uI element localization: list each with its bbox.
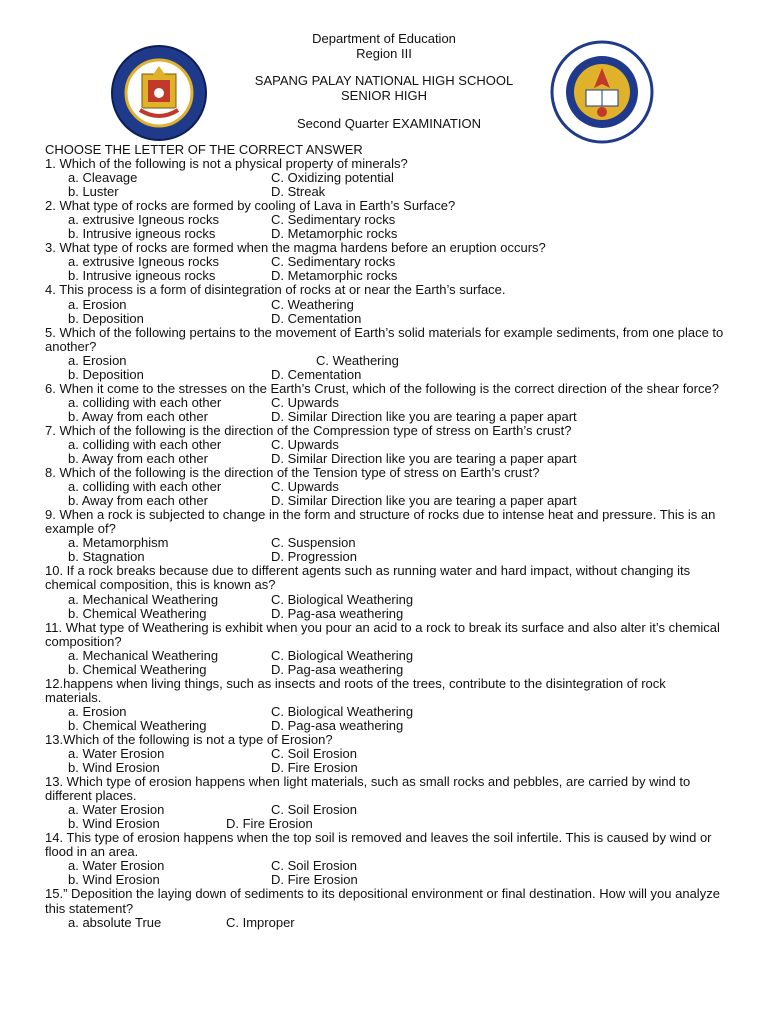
question-7-row-1	[45, 438, 725, 452]
question-15-text: 15.” Deposition the laying down of sediments to its depositional environment or final destination. How will you analyze this statement?	[45, 886, 720, 916]
option-a: a. colliding with each other	[68, 394, 222, 410]
question-4-text: 4. This process is a form of disintegration of rocks at or near the Earth’s surface.	[45, 282, 506, 298]
question-12-row-1	[45, 705, 725, 719]
question-3-row-1	[45, 255, 725, 269]
question-2-row-1	[45, 213, 725, 227]
option-a: a. Erosion	[68, 296, 127, 312]
question-12-text: 12.happens when living things, such as insects and roots of the trees, contribute to the disintegration of rock materials.	[45, 675, 666, 705]
question-14-text: 14. This type of erosion happens when the top soil is removed and leaves the soil infertile. This is caused by wind or flood in an area.	[45, 830, 712, 860]
question-13b-row-1	[45, 803, 725, 817]
question-10-row-2	[45, 607, 725, 621]
option-d: D. Fire Erosion	[271, 872, 358, 888]
option-b: b. Stagnation	[68, 549, 145, 565]
document-header	[0, 0, 768, 140]
question-11-text: 11. What type of Weathering is exhibit when you pour an acid to a rock to break its surface and also alter it’s chemical composition?	[45, 619, 720, 649]
question-8-row-2	[45, 494, 725, 508]
option-b: b. Luster	[68, 184, 119, 200]
option-b: b. Chemical Weathering	[68, 661, 207, 677]
question-3-text: 3. What type of rocks are formed when the magma hardens before an eruption occurs?	[45, 240, 546, 256]
option-d: D. Cementation	[271, 366, 362, 382]
option-a: a. colliding with each other	[68, 479, 222, 495]
option-b: b. Wind Erosion	[68, 760, 160, 776]
question-6-text: 6. When it come to the stresses on the Earth’s Crust, which of the following is the correct direction of the shear force?	[45, 380, 719, 396]
question-7-row-2	[45, 452, 725, 466]
question-4-row-1	[45, 298, 725, 312]
option-a: a. Erosion	[68, 703, 127, 719]
option-c: C. Upwards	[271, 436, 339, 452]
option-d: D. Pag-asa weathering	[271, 605, 404, 621]
option-d: D. Metamorphic rocks	[271, 268, 398, 284]
option-d: D. Cementation	[271, 310, 362, 326]
option-b: b. Away from each other	[68, 408, 208, 424]
question-1-row-1	[45, 171, 725, 185]
option-c: C. Weathering	[316, 352, 399, 368]
option-d: D. Progression	[271, 549, 357, 565]
option-a: a. Water Erosion	[68, 858, 165, 874]
option-b: b. Away from each other	[68, 493, 208, 509]
option-d: D. Fire Erosion	[271, 760, 358, 776]
question-6-row-1	[45, 396, 725, 410]
option-b: b. Away from each other	[68, 451, 208, 467]
option-a: a. absolute True	[68, 914, 162, 930]
option-b: b. Chemical Weathering	[68, 717, 207, 733]
region-title: Region III	[356, 46, 412, 61]
option-c: C. Oxidizing potential	[271, 170, 394, 186]
option-d: D. Pag-asa weathering	[271, 661, 404, 677]
option-a: a. extrusive Igneous rocks	[68, 254, 220, 270]
question-5-row-1	[45, 354, 725, 368]
option-c: C. Soil Erosion	[271, 802, 357, 818]
question-10-text: 10. If a rock breaks because due to different agents such as running water and hard impact, without changing its chemical composition, this is known as?	[45, 563, 691, 593]
question-5-row-2	[45, 368, 725, 382]
option-d: D. Fire Erosion	[226, 816, 313, 832]
option-a: a. Water Erosion	[68, 802, 165, 818]
question-9-row-1	[45, 536, 725, 550]
level-title: SENIOR HIGH	[341, 88, 427, 103]
option-a: a. Mechanical Weathering	[68, 647, 219, 663]
question-9-text: 9. When a rock is subjected to change in the form and structure of rocks due to intense heat and pressure. This is an example of?	[45, 507, 716, 537]
option-c: C. Biological Weathering	[271, 703, 414, 719]
question-2-row-2	[45, 227, 725, 241]
department-title: Department of Education	[312, 31, 456, 46]
instruction: CHOOSE THE LETTER OF THE CORRECT ANSWER	[45, 142, 363, 157]
option-d: D. Similar Direction like you are tearing a paper apart	[271, 451, 577, 467]
question-2-text: 2. What type of rocks are formed by cooling of Lava in Earth’s Surface?	[45, 198, 456, 214]
question-11-row-1	[45, 649, 725, 663]
option-a: a. Mechanical Weathering	[68, 591, 219, 607]
option-c: C. Upwards	[271, 394, 339, 410]
option-c: C. Sedimentary rocks	[271, 254, 396, 270]
option-c: C. Weathering	[271, 296, 354, 312]
school-name: SAPANG PALAY NATIONAL HIGH SCHOOL	[254, 73, 514, 88]
option-a: a. extrusive Igneous rocks	[68, 212, 220, 228]
option-b: b. Wind Erosion	[68, 816, 160, 832]
question-13b-row-2	[45, 817, 725, 831]
question-7-text: 7. Which of the following is the direction of the Compression type of stress on Earth’s crust?	[45, 422, 572, 438]
option-d: D. Metamorphic rocks	[271, 226, 398, 242]
option-b: b. Deposition	[68, 366, 144, 382]
option-b: b. Deposition	[68, 310, 144, 326]
question-8-text: 8. Which of the following is the direction of the Tension type of stress on Earth’s crust?	[45, 465, 540, 481]
question-13b-text: 13. Which type of erosion happens when light materials, such as small rocks and pebbles, are carried by wind to different places.	[45, 774, 691, 804]
question-8-row-1	[45, 480, 725, 494]
question-12-row-2	[45, 719, 725, 733]
question-3-row-2	[45, 269, 725, 283]
option-d: D. Pag-asa weathering	[271, 717, 404, 733]
option-c: C. Suspension	[271, 535, 356, 551]
option-c: C. Improper	[226, 914, 295, 930]
question-14-row-2	[45, 873, 725, 887]
option-a: a. Water Erosion	[68, 746, 165, 762]
option-d: D. Similar Direction like you are tearing a paper apart	[271, 493, 577, 509]
option-b: b. Wind Erosion	[68, 872, 160, 888]
option-d: D. Similar Direction like you are tearing a paper apart	[271, 408, 577, 424]
option-c: C. Upwards	[271, 479, 339, 495]
question-15-row-1	[45, 916, 725, 930]
question-5-text: 5. Which of the following pertains to the movement of Earth’s solid materials for example sediments, from one place to another?	[45, 324, 724, 354]
question-13a-text: 13.Which of the following is not a type of Erosion?	[45, 731, 333, 747]
question-13a-row-2	[45, 761, 725, 775]
option-c: C. Soil Erosion	[271, 858, 357, 874]
option-a: a. colliding with each other	[68, 436, 222, 452]
deped-seal	[550, 40, 654, 144]
question-13a-row-1	[45, 747, 725, 761]
option-c: C. Sedimentary rocks	[271, 212, 396, 228]
question-10-row-1	[45, 593, 725, 607]
option-a: a. Erosion	[68, 352, 127, 368]
question-1-row-2	[45, 185, 725, 199]
question-1-text: 1. Which of the following is not a physical property of minerals?	[45, 156, 408, 172]
question-14-row-1	[45, 859, 725, 873]
question-list	[45, 143, 725, 930]
question-9-row-2	[45, 550, 725, 564]
exam-title: Second Quarter EXAMINATION	[297, 116, 481, 131]
option-b: b. Chemical Weathering	[68, 605, 207, 621]
question-4-row-2	[45, 312, 725, 326]
option-a: a. Cleavage	[68, 170, 138, 186]
question-11-row-2	[45, 663, 725, 677]
option-d: D. Streak	[271, 184, 326, 200]
question-6-row-2	[45, 410, 725, 424]
option-b: b. Intrusive igneous rocks	[68, 268, 216, 284]
option-c: C. Soil Erosion	[271, 746, 357, 762]
option-c: C. Biological Weathering	[271, 647, 414, 663]
option-c: C. Biological Weathering	[271, 591, 414, 607]
option-b: b. Intrusive igneous rocks	[68, 226, 216, 242]
option-a: a. Metamorphism	[68, 535, 169, 551]
